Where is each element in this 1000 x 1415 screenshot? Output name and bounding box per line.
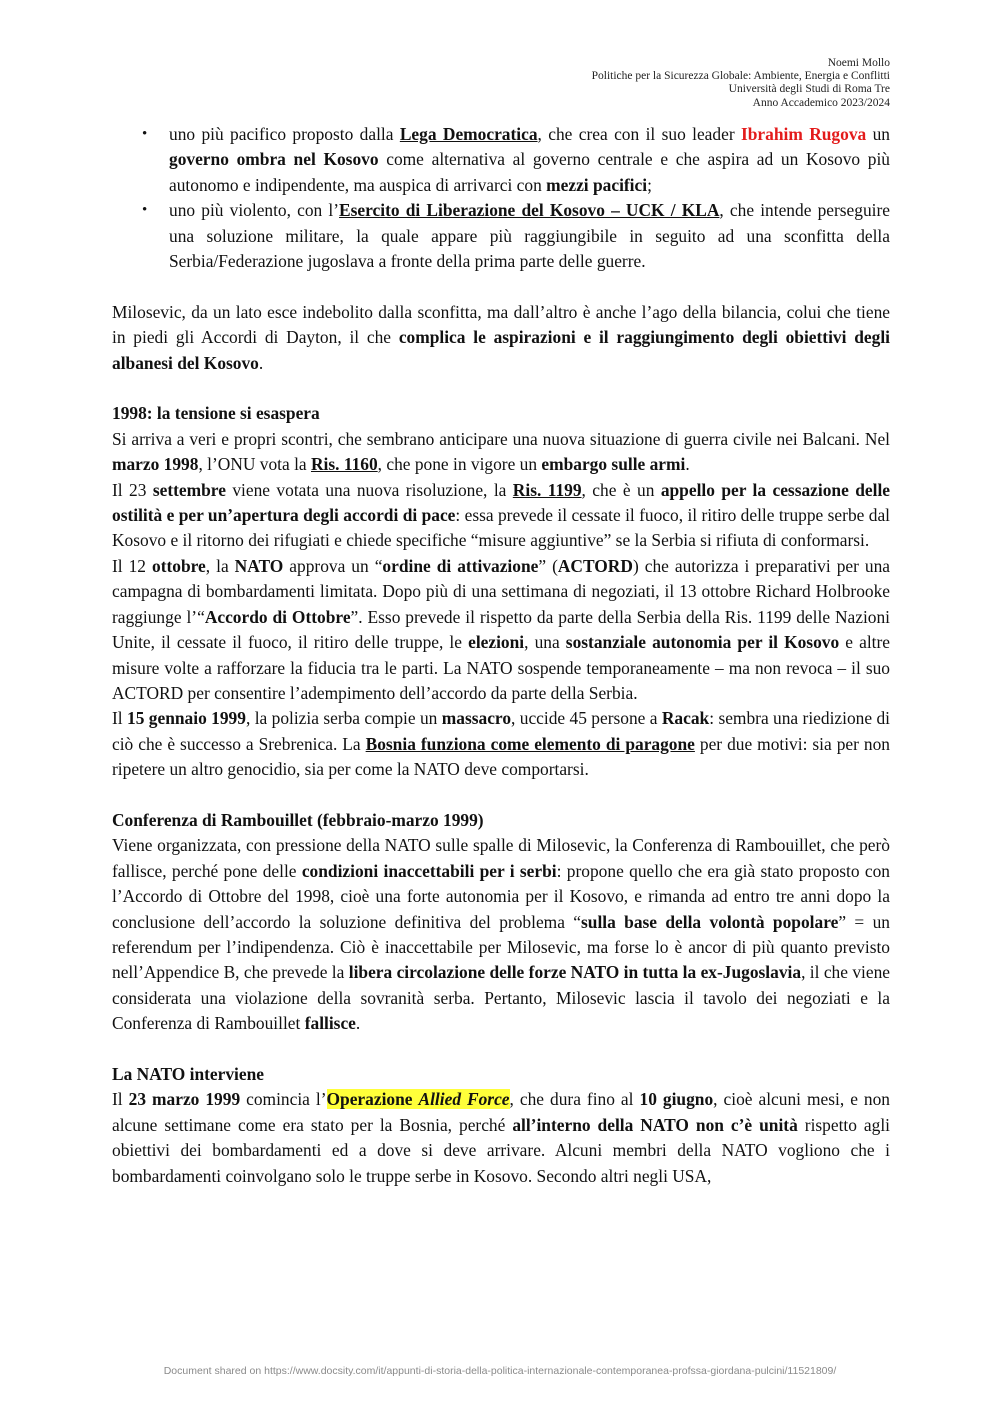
list-item: • uno più pacifico proposto dalla Lega Democratica, che crea con il suo leader Ibrahim Rugova un governo ombra nel Kosovo come alternativa al governo centrale e che aspira ad un Kosovo più autonomo e indipendente, ma auspica di arrivarci con mezzi pacifici; <box>142 124 890 195</box>
list-item: • uno più violento, con l’Esercito di Liberazione del Kosovo – UCK / KLA, che intende perseguire una soluzione militare, la quale appare più raggiungibile in seguito ad una sconfitta della Serbia/Federazione jugoslava a fronte della prima parte delle guerre. <box>142 200 891 272</box>
header-author: Noemi Mollo <box>827 57 890 69</box>
paragraph-1998-march: Si arriva a veri e propri scontri, che sembrano anticipare una nuova situazione di guerra civile nei Balcani. Nel marzo 1998, l’ONU vota la Ris. 1160, che pone in vigore un embargo sulle armi. <box>112 428 890 475</box>
paragraph-1999-january: Il 15 gennaio 1999, la polizia serba compie un massacro, uccide 45 persone a Racak: sembra una riedizione di ciò che è successo a Srebrenica. La Bosnia funziona come elemento di paragone per due motivi: sia per non ripetere un altro genocidio, sia per come la NATO deve comportarsi. <box>112 708 890 780</box>
header-university: Università degli Studi di Roma Tre <box>728 83 890 96</box>
bullet-list <box>112 122 890 274</box>
paragraph-milosevic: Milosevic, da un lato esce indebolito dalla sconfitta, ma dall’altro è anche l’ago della bilancia, colui che tiene in piedi gli Accordi di Dayton, il che complica le aspirazioni e il raggiungimento degli obiettivi degli albanesi del Kosovo. <box>112 301 890 373</box>
header-course: Politiche per la Sicurezza Globale: Ambiente, Energia e Conflitti <box>591 70 890 83</box>
paragraph-1998-october: Il 12 ottobre, la NATO approva un “ordine di attivazione” (ACTORD) che autorizza i preparativi per una campagna di bombardamenti limitata. Dopo più di una settimana di negoziati, il 13 ottobre Richard Holbrooke raggiunge l’“Accordo di Ottobre”. Esso prevede il rispetto da parte della Serbia della Ris. 1199 delle Nazioni Unite, il cessate il fuoco, il ritiro delle truppe, le elezioni, una sostanziale autonomia per il Kosovo e altre misure volte a rafforzare la fiducia tra le parti. La NATO sospende temporaneamente – ma non revoca – il suo ACTORD per consentire l’adempimento dell’accordo da parte della Serbia. <box>112 555 891 703</box>
highlighted-name: Ibrahim Rugova <box>740 124 867 144</box>
document-body <box>112 122 890 1189</box>
section-heading-rambouillet: Conferenza di Rambouillet (febbraio-marzo 1999) <box>112 809 484 830</box>
highlighted-operation: Operazione Allied Force <box>326 1089 510 1110</box>
bullet-icon: • <box>142 126 148 142</box>
paragraph-nato: Il 23 marzo 1999 comincia l’Operazione Allied Force, che dura fino al 10 giugno, cioè alcuni mesi, e non alcune settimane come era stato per la Bosnia, perché all’interno della NATO non c’è unità rispetto agli obiettivi dei bombardamenti ed a dove si deve arrivare. Alcuni membri della NATO vogliono che i bombardamenti coinvolgano solo le truppe serbe in Kosovo. Secondo altri negli USA, <box>112 1089 891 1186</box>
bullet-icon: • <box>142 202 148 219</box>
paragraph-rambouillet: Viene organizzata, con pressione della NATO sulle spalle di Milosevic, la Conferenza di Rambouillet, che però fallisce, perché pone delle condizioni inaccettabili per i serbi: propone quello che era già stato proposto con l’Accordo di Ottobre del 1998, cioè una forte autonomia per il Kosovo, e rimanda ad entro tre anni dopo la conclusione dell’accordo la soluzione definitiva del problema “sulla base della volontà popolare” = un referendum per l’indipendenza. Ciò è inaccettabile per Milosevic, ma forse lo è ancor di più quanto previsto nell’Appendice B, che prevede la libera circolazione delle forze NATO in tutta la ex-Jugoslavia, il che viene considerata una violazione della sovranità serba. Pertanto, Milosevic lascia il tavolo dei negoziati e la Conferenza di Rambouillet fallisce. <box>112 835 891 1034</box>
section-heading-nato: La NATO interviene <box>112 1063 264 1084</box>
section-heading-1998: 1998: la tensione si esaspera <box>112 403 320 424</box>
footer-share-note: Document shared on https://www.docsity.com/it/appunti-di-storia-della-politica-internazionale-contemporanea-profssa-giordana-pulcini/11521809/ <box>163 1365 837 1377</box>
paragraph-1998-september: Il 23 settembre viene votata una nuova risoluzione, la Ris. 1199, che è un appello per la cessazione delle ostilità e per un’apertura degli accordi di pace: essa prevede il cessate il fuoco, il ritiro delle truppe serbe dal Kosovo e il ritorno dei rifugiati e chiede specifiche “misure aggiuntive” se la Serbia si rifiuta di conformarsi. <box>112 479 890 551</box>
page-header <box>592 57 890 110</box>
header-academic-year: Anno Accademico 2023/2024 <box>752 96 890 109</box>
